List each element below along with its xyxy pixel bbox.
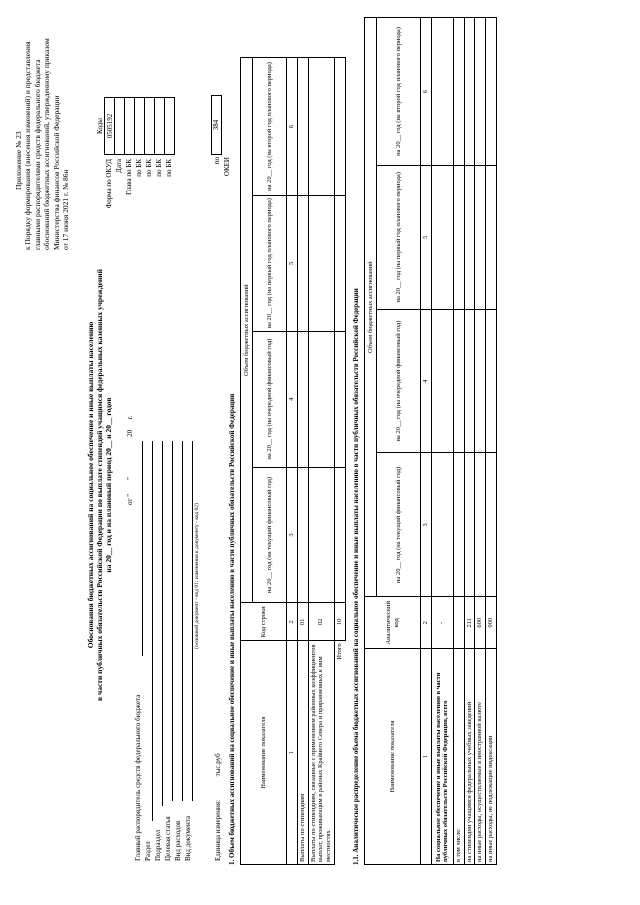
field-line: [152, 441, 153, 821]
unit-value: тыс.руб: [214, 753, 222, 777]
value-cell: [431, 18, 453, 166]
table-row: [308, 58, 334, 865]
value-cell: [297, 58, 308, 196]
value-cell: [297, 331, 308, 467]
value-cell: [334, 195, 345, 331]
value-cell: [453, 309, 464, 453]
value-cell: [475, 309, 486, 453]
row-code: 01: [297, 603, 308, 641]
field-label: Вид расходов: [174, 820, 182, 861]
col-period-header: на 20__ год (на текущий финансовый год): [253, 467, 287, 603]
value-cell: [475, 453, 486, 597]
codes-bk-label: по БК: [155, 159, 164, 177]
codes-cell: [165, 98, 175, 155]
field-label: Главный распорядитель средств федерального бюджета: [134, 694, 142, 861]
col-number: 1: [287, 641, 298, 865]
col-number: 3: [287, 467, 298, 603]
table-row: [464, 18, 475, 865]
value-cell: [453, 453, 464, 597]
row-name: Выплаты по стипендиям, связанные с применением районных коэффициентов выплат, проживающим в районах Крайнего Севера и приравненных к ним местностях: [308, 641, 334, 865]
value-cell: [464, 453, 475, 597]
value-cell: [475, 165, 486, 309]
value-cell: [464, 165, 475, 309]
col-period-header: на 20__ год (на второй год планового периода): [253, 58, 287, 196]
appendix-line: Приложение № 23: [14, 131, 23, 190]
okei-table: [211, 95, 222, 155]
title-line: на 20__ год и на плановый период 20__ и 20__ годов: [104, 397, 113, 573]
col-code-header: Код строки: [241, 603, 287, 641]
field-row: [184, 441, 194, 861]
document-date: от " " 20 г.: [126, 415, 134, 505]
codes-block: [96, 97, 174, 225]
value-cell: [464, 309, 475, 453]
field-label: Вид документа: [184, 815, 192, 861]
section11-table: [364, 17, 497, 865]
table-row: [475, 18, 486, 865]
value-cell: [431, 453, 453, 597]
field-row: [154, 441, 164, 861]
col-period-header: на 20__ год (на очередной финансовый год): [377, 309, 421, 453]
total-label: Итого: [334, 641, 345, 865]
appendix-line: от 17 июня 2021 г. № 86н: [60, 169, 70, 250]
section1-table: [240, 57, 346, 865]
row-name: на стипендии учащимся федеральных учебных заведений: [464, 649, 475, 865]
total-code: 10: [334, 603, 345, 641]
value-cell: [486, 18, 497, 166]
codes-table: [104, 97, 175, 155]
col-name-header: Наименование показателя: [365, 649, 421, 865]
codes-cell: [135, 98, 145, 155]
col-period-header: на 20__ год (на текущий финансовый год): [377, 453, 421, 597]
codes-bk-label: Глава по БК: [125, 159, 134, 195]
col-period-header: на 20__ год (на второй год планового периода): [377, 18, 421, 166]
codes-cell: [155, 98, 165, 155]
col-period-header: на 20__ год (на первый год планового периода): [253, 195, 287, 331]
field-row: [134, 441, 144, 861]
document-title: [86, 185, 113, 785]
field-line: [142, 441, 143, 656]
codes-cell: [125, 98, 135, 155]
col-number: 6: [421, 18, 432, 166]
value-cell: [453, 165, 464, 309]
value-cell: [308, 58, 334, 196]
value-cell: [297, 195, 308, 331]
codes-cell: [115, 98, 125, 155]
codes-form-value: 0505192: [105, 98, 115, 155]
field-line: [182, 441, 183, 801]
value-cell: [308, 331, 334, 467]
section11-title: 1.1. Аналитическое распределение объема бюджетных ассигнований на социальное обеспечение и иные выплаты населению в части публичных обязательств Российской Федерации: [352, 288, 360, 865]
col-number: 4: [287, 331, 298, 467]
codes-date-label: Дата: [115, 159, 124, 173]
col-name-header: Наименование показателя: [241, 641, 287, 865]
header-fields: [134, 441, 201, 861]
col-number: 6: [287, 58, 298, 196]
value-cell: [453, 18, 464, 166]
unit-row: [214, 753, 222, 861]
field-label: Подраздел: [154, 829, 162, 861]
row-code: 600: [475, 597, 486, 649]
row-code: 02: [308, 603, 334, 641]
col-number: 4: [421, 309, 432, 453]
value-cell: [486, 165, 497, 309]
doc-type-hint: (основной документ - код 01; изменения к документу - код 02): [194, 503, 200, 649]
unit-label: Единица измерения:: [214, 800, 222, 861]
appendix-line: главными распорядителями средств федерального бюджета: [32, 59, 42, 250]
table-row: [297, 58, 308, 865]
col-number: 3: [421, 453, 432, 597]
title-line: Обоснования бюджетных ассигнований на социальное обеспечение и иные выплаты населению: [86, 321, 95, 649]
appendix-note: [14, 10, 70, 250]
codes-bk-label: по БК: [165, 159, 174, 177]
codes-bk-label: по БК: [145, 159, 154, 177]
field-row: [174, 441, 184, 861]
col-group-header: Объем бюджетных ассигнований: [365, 18, 377, 597]
field-line: [192, 441, 193, 801]
value-cell: [308, 467, 334, 603]
section1-title: 1. Объем бюджетных ассигнований на социальное обеспечение и иные выплаты населению в части публичных обязательств Российской Федерации: [228, 393, 236, 865]
codes-cell: [145, 98, 155, 155]
value-cell: [431, 309, 453, 453]
value-cell: [334, 331, 345, 467]
col-number: 2: [421, 597, 432, 649]
row-code: 211: [464, 597, 475, 649]
appendix-line: Министерства финансов Российской Федерации: [51, 95, 61, 250]
row-name: на иные расходы, не подлежащие индексации: [486, 649, 497, 865]
okei-label: по ОКЕИ: [213, 157, 231, 177]
field-label: Раздел: [144, 841, 152, 861]
row-name: на иные расходы, осуществляемые в иностранной валюте: [475, 649, 486, 865]
appendix-line: к Порядку формирования (внесения изменений) и представления: [23, 41, 33, 250]
row-code: -: [431, 597, 453, 649]
field-label: Целевая статья: [164, 816, 172, 861]
col-number: 2: [287, 603, 298, 641]
value-cell: [486, 309, 497, 453]
okei-value: 384: [212, 96, 222, 155]
value-cell: [334, 467, 345, 603]
col-number: 5: [287, 195, 298, 331]
row-name: в том числе:: [453, 649, 464, 865]
table-row: [486, 18, 497, 865]
field-row: [144, 441, 154, 861]
value-cell: [464, 18, 475, 166]
row-name: Выплаты по стипендиям: [297, 641, 308, 865]
codes-form-label: Форма по ОКУД: [105, 159, 114, 209]
codes-bk-label: по БК: [135, 159, 144, 177]
value-cell: [334, 58, 345, 196]
field-line: [172, 441, 173, 801]
row-code: 000: [486, 597, 497, 649]
value-cell: [297, 467, 308, 603]
col-number: 5: [421, 165, 432, 309]
row-name: На социальное обеспечение и иные выплаты населению в части публичных обязательств Российской Федерации, всего: [431, 649, 453, 865]
field-row: [164, 441, 174, 861]
title-line: в части публичных обязательств Российской Федерации по выплате стипендий учащимся федеральных казенных учреждений: [95, 269, 104, 701]
table-row: [431, 18, 453, 865]
value-cell: [486, 453, 497, 597]
col-period-header: на 20__ год (на первый год планового периода): [377, 165, 421, 309]
col-code-header: Аналитический код: [365, 597, 421, 649]
table-row-total: [334, 58, 345, 865]
field-line: [162, 441, 163, 806]
col-period-header: на 20__ год (на очередной финансовый год): [253, 331, 287, 467]
appendix-line: обоснований бюджетных ассигнований, утвержденному приказом: [42, 38, 52, 250]
row-code: [453, 597, 464, 649]
value-cell: [308, 195, 334, 331]
table-row: [453, 18, 464, 865]
codes-title: Коды: [96, 118, 104, 134]
value-cell: [431, 165, 453, 309]
col-number: 1: [421, 649, 432, 865]
value-cell: [475, 18, 486, 166]
col-group-header: Объем бюджетных ассигнований: [241, 58, 253, 603]
